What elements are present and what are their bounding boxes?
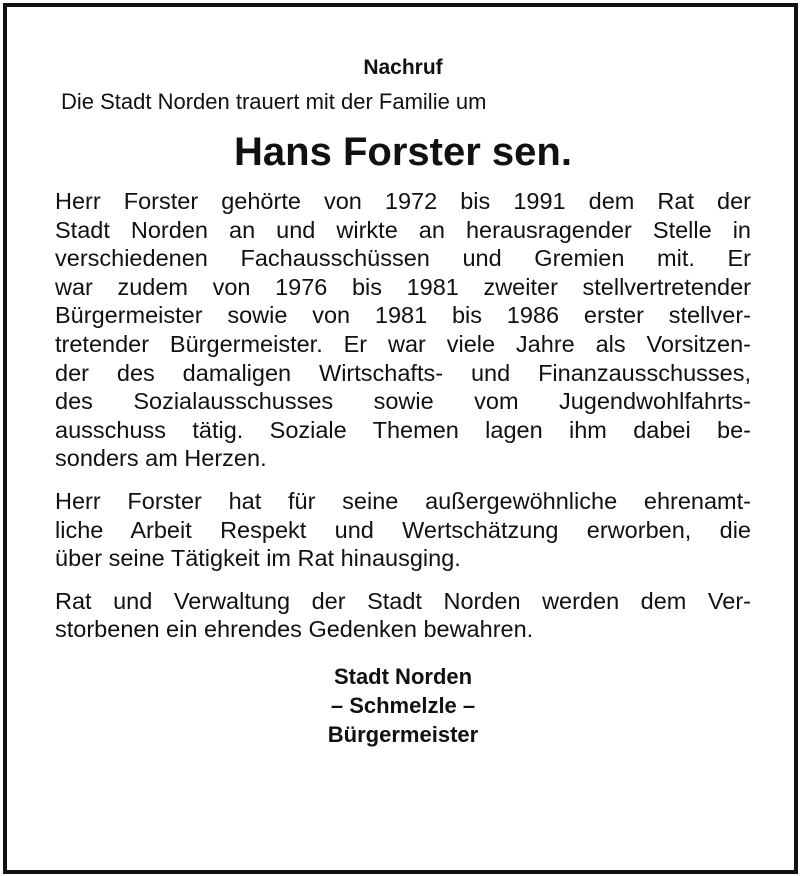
deceased-name: Hans Forster sen. — [234, 130, 572, 174]
text-line: Herr Forster gehörte von 1972 bis 1991 dem Rat der — [55, 188, 751, 214]
text-line: Bürgermeister sowie von 1981 bis 1986 erster stellver- — [55, 302, 751, 329]
text-line: ausschuss tätig. Soziale Themen lagen ihm dabei be- — [55, 416, 751, 443]
text-line: sonders am Herzen. — [55, 445, 267, 472]
text-line: über seine Tätigkeit im Rat hinausging. — [55, 545, 461, 572]
signature-person: – Schmelzle – — [330, 692, 476, 718]
text-line: tretender Bürgermeister. Er war viele Jahre als Vorsitzen- — [55, 330, 751, 357]
text-line: war zudem von 1976 bis 1981 zweiter stellvertretender — [55, 273, 751, 300]
notice-heading: Nachruf — [363, 56, 443, 79]
text-line: Rat und Verwaltung der Stadt Norden werden dem Ver- — [55, 587, 751, 614]
signature-block — [55, 662, 751, 749]
notice-frame — [3, 3, 798, 874]
obituary-notice — [55, 53, 751, 749]
text-line: Stadt Norden an und wirkte an herausragender Stelle in — [55, 216, 751, 243]
signature-role: Bürgermeister — [327, 721, 479, 747]
text-line: verschiedenen Fachausschüssen und Gremien mit. Er — [55, 245, 751, 272]
paragraph-remembrance — [55, 587, 751, 644]
text-line: storbenen ein ehrendes Gedenken bewahren. — [55, 616, 534, 643]
paragraph-career — [55, 187, 751, 473]
notice-intro: Die Stadt Norden trauert mit der Familie um — [61, 89, 487, 114]
text-line: Herr Forster hat für seine außergewöhnliche ehrenamt- — [55, 487, 751, 514]
signature-org: Stadt Norden — [333, 663, 473, 689]
text-line: der des damaligen Wirtschafts- und Finanzausschusses, — [55, 359, 751, 386]
text-line: des Sozialausschusses sowie vom Jugendwohlfahrts- — [55, 388, 751, 415]
text-line: liche Arbeit Respekt und Wertschätzung erworben, die — [55, 516, 751, 543]
paragraph-honours — [55, 487, 751, 573]
